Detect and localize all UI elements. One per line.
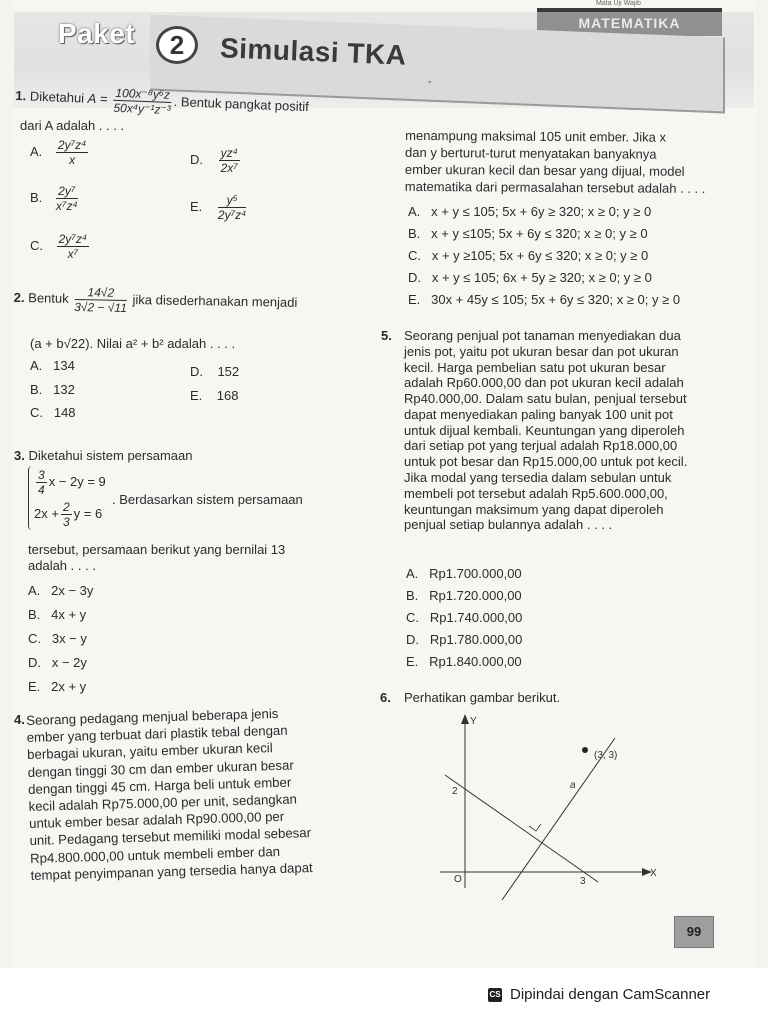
line-a xyxy=(502,738,618,900)
option-text: 4x + y xyxy=(51,607,87,622)
equation-1 xyxy=(34,468,106,497)
option-text: 2x + y xyxy=(51,679,87,694)
text-line: keuntungan maksimum yang dapat diperoleh xyxy=(404,501,664,517)
numerator: yz⁴ xyxy=(220,146,238,160)
question-text: Bentuk xyxy=(28,290,69,306)
text-line: kecil adalah Rp75.000,00 per unit, sedangkan xyxy=(28,791,298,814)
option-label: E. xyxy=(28,679,41,694)
option-4c[interactable] xyxy=(408,248,648,263)
option-label: C. xyxy=(30,405,43,420)
option-label: D. xyxy=(190,151,203,167)
y-axis-label: Y xyxy=(470,716,477,727)
option-4b[interactable] xyxy=(408,226,648,241)
denominator: x⁷z⁴ xyxy=(55,199,78,213)
option-text: x + y ≥105; 5x + 6y ≤ 320; x ≥ 0; y ≥ 0 xyxy=(431,248,649,263)
fraction xyxy=(56,184,78,213)
text-line: dengan tinggi 45 cm. Harga beli untuk ember xyxy=(27,774,292,797)
numerator: 2y⁷ xyxy=(56,184,78,199)
option-label: D. xyxy=(406,632,419,647)
question-text: Diketahui sistem persamaan xyxy=(28,448,193,463)
text-line: untuk pot besar dan Rp15.000,00 untuk pot kecil. xyxy=(404,454,688,470)
option-text: Rp1.720.000,00 xyxy=(429,588,522,603)
variable: A xyxy=(87,90,97,107)
option-2c[interactable] xyxy=(30,405,76,420)
option-label: E. xyxy=(408,292,421,307)
text-line: untuk ember besar adalah Rp90.000,00 per xyxy=(28,809,285,832)
quote-mark: ” xyxy=(428,80,432,91)
system-brace xyxy=(28,466,32,530)
option-label: A. xyxy=(30,143,43,159)
text-line: Jika modal yang tersedia dalam sebulan untuk xyxy=(404,470,672,486)
question-number: 6. xyxy=(380,690,391,705)
option-5c[interactable] xyxy=(406,610,522,625)
numerator: 2 xyxy=(62,500,70,514)
text-line: Seorang pedagang menjual beberapa jenis xyxy=(26,705,279,728)
question-number: 2. xyxy=(13,289,25,306)
denominator: 3√2 − √11 xyxy=(74,300,127,315)
question-6-text: Perhatikan gambar berikut. xyxy=(404,690,561,705)
x-axis-label: X xyxy=(650,868,657,879)
question-number: 3. xyxy=(14,448,25,463)
question-text: Diketahui xyxy=(29,88,85,106)
page-title: Simulasi TKA xyxy=(219,32,408,71)
option-text: Rp1.780.000,00 xyxy=(429,632,523,647)
option-label: A. xyxy=(408,204,421,219)
y-intercept-label: 2 xyxy=(452,786,458,797)
option-label: D. xyxy=(28,655,41,670)
text-line: untuk dijual kembali. Keuntungan yang diperoleh xyxy=(404,422,685,438)
option-5a[interactable] xyxy=(406,566,522,581)
option-1e[interactable] xyxy=(190,193,248,222)
option-text: x + y ≤105; 5x + 6y ≤ 320; x ≥ 0; y ≥ 0 xyxy=(431,226,648,241)
y-axis-arrow-icon xyxy=(461,714,469,724)
option-2d[interactable] xyxy=(190,364,239,379)
text-line: dengan tinggi 30 cm dan ember ukuran besar xyxy=(27,757,294,780)
question-3-line3: tersebut, persamaan berikut yang bernilai 13 xyxy=(28,542,286,557)
option-text: x + y ≤ 105; 5x + 6y ≥ 320; x ≥ 0; y ≥ 0 xyxy=(431,204,652,219)
option-3e[interactable] xyxy=(28,679,86,694)
text-line: ember yang terbuat dari plastik tebal dengan xyxy=(26,722,288,746)
option-1c[interactable] xyxy=(30,232,91,261)
option-1d[interactable] xyxy=(190,146,242,175)
equation-2 xyxy=(34,500,102,529)
fraction xyxy=(219,146,240,175)
numerator: 14√2 xyxy=(74,285,127,301)
option-4e[interactable] xyxy=(408,292,680,307)
fraction xyxy=(218,193,246,222)
denominator: x xyxy=(69,153,76,167)
fraction xyxy=(74,285,127,315)
origin-label: O xyxy=(454,874,462,885)
option-label: C. xyxy=(406,610,419,625)
option-text: 3x − y xyxy=(51,631,87,646)
option-3a[interactable] xyxy=(28,583,93,598)
option-text: 168 xyxy=(216,388,239,403)
question-1-line2: dari A adalah . . . . xyxy=(20,118,125,133)
question-5-text xyxy=(404,328,726,533)
option-text: 30x + 45y ≤ 105; 5x + 6y ≤ 320; x ≥ 0; y ≥ 0 xyxy=(431,292,681,307)
denominator: x⁷ xyxy=(67,247,79,261)
paket-number-badge: 2 xyxy=(156,26,198,64)
option-4d[interactable] xyxy=(408,270,652,285)
fraction xyxy=(57,232,89,261)
coordinate-graph xyxy=(440,712,670,902)
option-text: 148 xyxy=(53,405,76,420)
question-4-text xyxy=(26,703,367,884)
point-3-3 xyxy=(582,747,588,753)
option-label: B. xyxy=(408,226,421,241)
option-label: C. xyxy=(28,631,41,646)
option-label: E. xyxy=(190,388,203,403)
question-4-continuation xyxy=(405,127,725,197)
question-number: 1. xyxy=(15,87,27,104)
question-3 xyxy=(14,448,193,464)
option-label: A. xyxy=(30,358,43,373)
camscanner-watermark: Dipindai dengan CamScanner xyxy=(510,986,711,1003)
numerator: 2y⁷z⁴ xyxy=(57,138,87,152)
denominator: 50x⁴y⁻¹z⁻³ xyxy=(113,100,171,117)
text-line: dan y berturut-turut menyatakan banyaknya xyxy=(405,144,657,162)
equation-text: 2x + xyxy=(34,505,59,521)
option-text: 2x − 3y xyxy=(51,583,94,598)
option-5b[interactable] xyxy=(406,588,522,603)
option-2e[interactable] xyxy=(190,388,238,403)
option-5e[interactable] xyxy=(406,654,522,669)
denominator: 4 xyxy=(38,483,45,497)
line-label: a xyxy=(570,780,576,791)
x-intercept-label: 3 xyxy=(580,876,586,887)
option-label: C. xyxy=(30,237,43,253)
line-through-intercepts xyxy=(445,775,598,882)
equation-text: x − 2y = 9 xyxy=(48,473,106,489)
option-3b[interactable] xyxy=(28,607,86,622)
option-label: B. xyxy=(30,382,43,397)
option-label: E. xyxy=(406,654,419,669)
text-line: berbagai ukuran, yaitu ember ukuran kecil xyxy=(26,740,273,763)
option-label: D. xyxy=(408,270,421,285)
text-line: dapat menyediakan paling banyak 100 unit pot xyxy=(404,406,673,422)
text-line: Rp40.000,00. Dalam satu bulan, penjual tersebut xyxy=(404,391,687,407)
option-3c[interactable] xyxy=(28,631,87,646)
text-line: membeli pot tersebut adalah Rp5.600.000,00, xyxy=(404,485,668,501)
option-label: C. xyxy=(408,248,421,263)
option-label: B. xyxy=(30,189,43,205)
text-line: tempat penyimpanan yang tersedia hanya dapat xyxy=(30,859,313,883)
option-3d[interactable] xyxy=(28,655,87,670)
option-text: 134 xyxy=(53,358,75,373)
option-text: x + y ≤ 105; 6x + 5y ≥ 320; x ≥ 0; y ≥ 0 xyxy=(431,270,652,285)
option-label: D. xyxy=(190,364,203,379)
option-text: Rp1.740.000,00 xyxy=(429,610,523,625)
text-line: penjual setiap bulannya adalah . . . . xyxy=(404,517,613,533)
text-line: adalah Rp60.000,00 dan pot ukuran kecil adalah xyxy=(404,375,684,391)
question-number: 5. xyxy=(381,328,392,343)
numerator: 3 xyxy=(38,468,45,482)
option-text: x − 2y xyxy=(51,655,87,670)
text-line: kecil. Harga pembelian satu pot ukuran besar xyxy=(404,359,666,375)
option-4a[interactable] xyxy=(408,204,651,219)
text-line: jenis pot, yaitu pot ukuran besar dan pot ukuran xyxy=(404,343,679,359)
option-2b[interactable] xyxy=(30,382,75,397)
numerator: 2y⁷z⁴ xyxy=(58,232,88,246)
fraction xyxy=(61,500,72,529)
camscanner-logo-icon: CS xyxy=(488,988,502,1002)
text-line: Seorang penjual pot tanaman menyediakan dua xyxy=(404,328,681,343)
fraction xyxy=(56,138,88,167)
fraction xyxy=(113,86,173,117)
option-label: A. xyxy=(406,566,419,581)
question-2-line2: (a + b√22). Nilai a² + b² adalah . . . . xyxy=(30,336,236,351)
fraction xyxy=(36,468,47,497)
denominator: 2x⁷ xyxy=(220,161,238,175)
option-label: E. xyxy=(190,198,203,214)
option-1b[interactable] xyxy=(30,184,80,213)
denominator: 3 xyxy=(62,515,70,529)
paket-label: Paket xyxy=(58,18,136,49)
numerator: 100x⁻⁸y⁶z xyxy=(113,86,172,103)
option-2a[interactable] xyxy=(30,358,75,373)
right-angle-marker xyxy=(529,824,541,831)
mata-uji-label: Mata Uji Wajib xyxy=(596,0,641,7)
option-1a[interactable] xyxy=(30,138,90,167)
page-number: 99 xyxy=(674,916,714,948)
equation-text: y = 6 xyxy=(73,505,103,521)
question-3-line4: adalah . . . . xyxy=(28,558,96,573)
option-label: A. xyxy=(28,583,41,598)
denominator: 2y⁷z⁴ xyxy=(217,208,247,222)
numerator: y⁵ xyxy=(218,193,246,208)
text-line: dari setiap pot yang terjual adalah Rp18.000,00 xyxy=(404,438,678,454)
option-text: 152 xyxy=(217,364,240,379)
question-text: jika disederhanakan menjadi xyxy=(128,291,298,310)
text-line: menampung maksimal 105 unit ember. Jika x xyxy=(405,127,667,145)
option-label: B. xyxy=(406,588,419,603)
question-number: 4. xyxy=(14,712,25,727)
text-line: ember ukuran kecil dan besar yang dijual, model xyxy=(404,161,685,179)
point-label: (3, 3) xyxy=(594,750,618,761)
text-line: matematika dari permasalahan tersebut adalah . . . . xyxy=(404,178,706,196)
option-text: Rp1.700.000,00 xyxy=(429,566,522,581)
question-1: 1. Diketahui A = $\frac{\text{100x⁻⁸y⁶z}}{\text{50x⁴y⁻¹z⁻³}}$ . Bentuk pangkat positif xyxy=(15,85,310,117)
text-line: Rp4.800.000,00 untuk membeli ember dan xyxy=(29,843,281,866)
question-text: . Bentuk pangkat positif xyxy=(173,94,310,115)
option-5d[interactable] xyxy=(406,632,522,647)
option-label: B. xyxy=(28,607,41,622)
option-text: Rp1.840.000,00 xyxy=(429,654,522,669)
option-text: 132 xyxy=(53,382,75,397)
question-3-text: . Berdasarkan sistem persamaan xyxy=(112,492,303,507)
text-line: unit. Pedagang tersebut memiliki modal sebesar xyxy=(29,825,312,849)
